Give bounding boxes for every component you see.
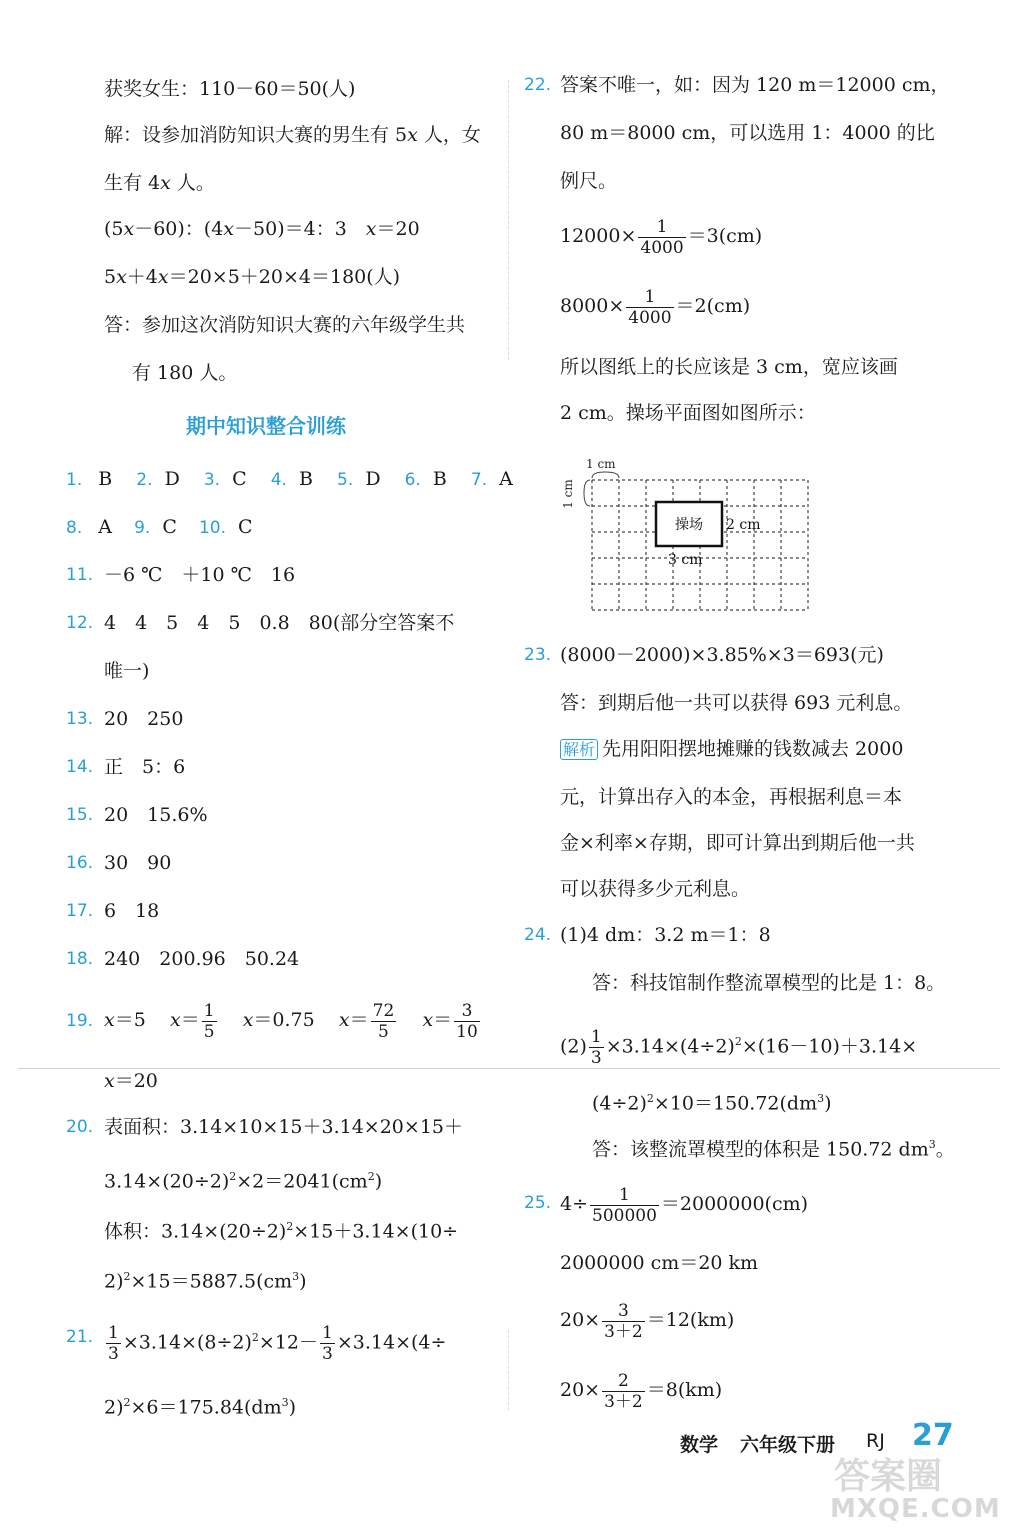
answer: B xyxy=(432,468,447,490)
q-number: 5. xyxy=(337,470,354,490)
q16-number: 16. xyxy=(66,853,94,873)
playground-label: 操场 xyxy=(675,517,703,533)
answer: D xyxy=(365,468,381,490)
playground-diagram xyxy=(556,452,816,616)
q11-number: 11. xyxy=(66,565,94,585)
q24-line-3: (2) $\frac{1}{3}$ $\times 3.14\times(4\div 2)^2\times(16-10)+3.14\times$ xyxy=(560,1026,918,1068)
left-line-6: 答：参加这次消防知识大赛的六年级学生共 xyxy=(104,314,466,336)
fraction: $\frac{2}{3+2}$ xyxy=(604,1370,643,1412)
q19-answer xyxy=(104,998,482,1042)
q21-line-1: $\frac{1}{3}$ $\times 3.14\times(8\div 2)^2\times 12-$ $\frac{1}{3}$ ×3.14×(4÷ xyxy=(108,1322,447,1364)
q19-x1: 𝑥＝5 xyxy=(104,1009,146,1031)
q22-line-1: 答案不唯一，如：因为 120 m＝12000 cm， xyxy=(560,74,950,96)
q22-line-3: 例尺。 xyxy=(560,170,618,192)
answer: C xyxy=(162,516,177,538)
answers-row-1-7 xyxy=(66,466,513,492)
q17-answer: 6 18 xyxy=(104,900,160,922)
analysis-tag: 解析 xyxy=(560,739,598,760)
section-heading: 期中知识整合训练 xyxy=(186,414,346,438)
left-line-1: 获奖女生：110－60＝50(人) xyxy=(104,78,356,100)
q23-line-3: 解析 先用阳阳摆地摊赚的钱数减去 2000 xyxy=(560,736,903,763)
q20-line-2: $3.14\times(20\div 2)^2\times 2=2041(cm^2)$ xyxy=(104,1170,383,1193)
footer-subject: 数学 xyxy=(680,1434,719,1456)
answer: B xyxy=(98,468,113,490)
left-line-2: 解：设参加消防知识大赛的男生有 5𝑥 人，女 xyxy=(104,124,481,146)
q23-line-2: 答：到期后他一共可以获得 693 元利息。 xyxy=(560,692,913,714)
q12-answer-cont: 唯一) xyxy=(104,660,150,682)
q15-number: 15. xyxy=(66,805,94,825)
q-number: 1. xyxy=(66,470,83,490)
fraction: $\frac{1}{3}$ xyxy=(322,1322,333,1364)
fraction: $\frac{1}{500000}$ xyxy=(592,1184,657,1226)
q24-line-5: 答：该整流罩模型的体积是 150.72 $dm^3$。 xyxy=(592,1138,955,1161)
q-number: 4. xyxy=(270,470,287,490)
q20-line-4: $2)^2\times 15=5887.5(cm^3)$ xyxy=(104,1270,307,1293)
left-line-7: 有 180 人。 xyxy=(132,362,238,384)
fraction: $\frac{72}{5}$ xyxy=(372,1000,395,1042)
fraction: $\frac{3}{3+2}$ xyxy=(604,1300,643,1342)
q13-answer: 20 250 xyxy=(104,708,184,730)
q21-line-2: $2)^2\times 6=175.84(dm^3)$ xyxy=(104,1396,297,1419)
answer: C xyxy=(232,468,247,490)
q-number: 8. xyxy=(66,518,83,538)
unit-width-label: 1 cm xyxy=(586,457,616,471)
left-line-3: 生有 4𝑥 人。 xyxy=(104,172,215,194)
q20-number: 20. xyxy=(66,1117,94,1137)
fraction: $\frac{1}{3}$ xyxy=(108,1322,119,1364)
unit-height-label: 1 cm xyxy=(561,479,575,509)
q15-answer: 20 15.6% xyxy=(104,804,208,826)
fraction: $\frac{1}{5}$ xyxy=(203,1000,215,1042)
q20-line-3: 体积：$3.14\times(20\div 2)^2\times 15+3.14\times(10\div$ xyxy=(104,1220,459,1243)
q13-number: 13. xyxy=(66,709,94,729)
q25-eq-3: 20× $\frac{3}{3+2}$ ＝12(km) xyxy=(560,1300,735,1342)
fraction: $\frac{1}{4000}$ xyxy=(640,216,684,258)
width-label: 3 cm xyxy=(668,552,703,568)
page-number: 27 xyxy=(912,1418,954,1453)
q18-number: 18. xyxy=(66,949,94,969)
q18-answer: 240 200.96 50.24 xyxy=(104,948,300,970)
left-line-5: 5𝑥＋4𝑥＝20×5＋20×4＝180(人) xyxy=(104,266,401,288)
watermark-logo: 答案圈 xyxy=(834,1456,943,1497)
q-number: 2. xyxy=(136,470,153,490)
q19-x5-label: 𝑥＝ xyxy=(422,1009,453,1031)
answer: B xyxy=(299,468,313,490)
q-number: 7. xyxy=(470,470,488,490)
q20-line-1: 表面积：3.14×10×15＋3.14×20×15＋ xyxy=(104,1116,463,1138)
q-number: 6. xyxy=(404,470,421,490)
q21-number: 21. xyxy=(66,1327,94,1347)
q24-number: 24. xyxy=(524,925,552,945)
answer: A xyxy=(98,516,113,538)
q14-number: 14. xyxy=(66,757,94,777)
footer-edition: RJ xyxy=(866,1430,885,1452)
q22-line-5: 2 cm。操场平面图如图所示： xyxy=(560,402,816,424)
q25-eq-4: 20× $\frac{2}{3+2}$ ＝8(km) xyxy=(560,1370,723,1412)
q24-line-2: 答：科技馆制作整流罩模型的比是 1：8。 xyxy=(592,972,946,994)
q25-eq-1: 4÷ $\frac{1}{500000}$ ＝2000000(cm) xyxy=(560,1184,809,1226)
q25-number: 25. xyxy=(524,1193,552,1213)
q24-line-1: (1)4 dm：3.2 m＝1：8 xyxy=(560,924,771,946)
fraction: $\frac{1}{4000}$ xyxy=(628,286,672,328)
q22-eq-1: 12000× $\frac{1}{4000}$ ＝3(cm) xyxy=(560,216,763,258)
answer: D xyxy=(164,468,180,490)
q19-x3: 𝑥＝0.75 xyxy=(242,1009,315,1031)
q23-line-6: 可以获得多少元利息。 xyxy=(560,878,751,900)
column-separator xyxy=(508,1330,509,1410)
answer: C xyxy=(238,516,253,538)
answer: A xyxy=(499,468,513,490)
q16-answer: 30 90 xyxy=(104,852,172,874)
q23-number: 23. xyxy=(524,645,552,665)
q19-number: 19. xyxy=(66,1011,94,1031)
watermark-url: MXQE.COM xyxy=(830,1494,1001,1524)
q17-number: 17. xyxy=(66,901,94,921)
q-number: 10. xyxy=(198,518,226,538)
height-label: 2 cm xyxy=(726,517,761,533)
q12-answer: 4 4 5 4 5 0.8 80(部分空答案不 xyxy=(104,612,455,634)
q-number: 9. xyxy=(134,518,151,538)
column-separator xyxy=(508,80,509,360)
q23-line-1: (8000－2000)×3.85%×3＝693(元) xyxy=(560,644,884,666)
q24-line-4: $(4\div 2)^2\times 10=150.72(dm^3)$ xyxy=(592,1092,832,1115)
q19-x4-label: 𝑥＝ xyxy=(338,1009,369,1031)
q25-eq-2: 2000000 cm＝20 km xyxy=(560,1252,759,1274)
q22-number: 22. xyxy=(524,75,552,95)
q-number: 3. xyxy=(203,470,221,490)
q22-line-4: 所以图纸上的长应该是 3 cm，宽应该画 xyxy=(560,356,898,378)
q19-answer-cont: 𝑥＝20 xyxy=(104,1070,158,1092)
footer-grade: 六年级下册 xyxy=(740,1434,836,1456)
answers-row-8-10 xyxy=(66,514,253,540)
q12-number: 12. xyxy=(66,613,94,633)
q23-line-5: 金×利率×存期，即可计算出到期后他一共 xyxy=(560,832,915,854)
fraction: $\frac{1}{3}$ xyxy=(590,1026,602,1068)
q22-eq-2: 8000× $\frac{1}{4000}$ ＝2(cm) xyxy=(560,286,751,328)
q11-answer: －6 ℃ ＋10 ℃ 16 xyxy=(104,564,296,586)
left-line-4: (5𝑥－60)：(4𝑥－50)＝4：3 𝑥＝20 xyxy=(104,218,420,240)
q22-line-2: 80 m＝8000 cm，可以选用 1：4000 的比 xyxy=(560,122,935,144)
fraction: $\frac{3}{10}$ xyxy=(456,1000,478,1042)
q14-answer: 正 5：6 xyxy=(104,756,186,778)
q23-line-4: 元，计算出存入的本金，再根据利息＝本 xyxy=(560,786,903,808)
q19-x2-label: 𝑥＝ xyxy=(169,1009,200,1031)
